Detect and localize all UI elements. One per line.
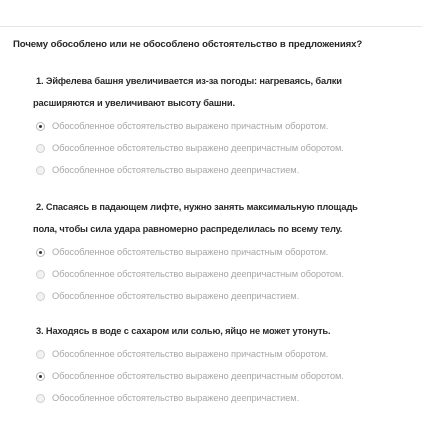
radio-button-icon[interactable] [36,270,45,279]
answer-option-label: Обособленное обстоятельство выражено причастным оборотом. [52,247,329,257]
radio-button-icon[interactable] [36,372,45,381]
question-text-line: пола, чтобы сила удара равномерно распределилась по всему телу. [33,224,343,234]
question-text-line: 3. Находясь в воде с сахаром или солью, яйцо не может утонуть. [36,326,331,336]
answer-option[interactable] [36,137,414,159]
answer-option-label: Обособленное обстоятельство выражено деепричастием. [52,165,300,175]
question-1 [33,70,414,181]
answer-option[interactable] [36,387,414,409]
answer-option-label: Обособленное обстоятельство выражено деепричастным оборотом. [52,143,344,153]
question-text [36,320,414,342]
radio-button-icon[interactable] [36,394,45,403]
answer-options [36,115,414,181]
answer-option-label: Обособленное обстоятельство выражено деепричастным оборотом. [52,269,344,279]
question-text [33,196,414,240]
answer-option-label: Обособленное обстоятельство выражено деепричастием. [52,393,300,403]
answer-options [36,241,414,307]
answer-option[interactable] [36,241,414,263]
answer-option-label: Обособленное обстоятельство выражено деепричастным оборотом. [52,371,344,381]
radio-button-icon[interactable] [36,292,45,301]
radio-button-icon[interactable] [36,122,45,131]
answer-option[interactable] [36,263,414,285]
radio-button-icon[interactable] [36,350,45,359]
answer-option-label: Обособленное обстоятельство выражено причастным оборотом. [52,349,329,359]
question-text-line: 1. Эйфелева башня увеличивается из-за погоды: нагреваясь, балки [36,76,342,86]
answer-option[interactable] [36,159,414,181]
radio-button-icon[interactable] [36,166,45,175]
answer-option-label: Обособленное обстоятельство выражено деепричастием. [52,291,300,301]
answer-options [36,343,414,409]
answer-option[interactable] [36,343,414,365]
quiz-title: Почему обособлено или не обособлено обстоятельство в предложениях? [13,39,363,50]
question-3 [36,320,414,409]
radio-button-icon[interactable] [36,144,45,153]
radio-button-icon[interactable] [36,248,45,257]
question-text [33,70,414,114]
answer-option[interactable] [36,285,414,307]
question-text-line: 2. Спасаясь в падающем лифте, нужно занять максимальную площадь [36,202,358,212]
answer-option[interactable] [36,115,414,137]
question-2 [33,196,414,307]
answer-option-label: Обособленное обстоятельство выражено причастным оборотом. [52,121,329,131]
top-divider [0,26,422,27]
answer-option[interactable] [36,365,414,387]
question-text-line: расширяются и увеличивают высоту башни. [33,98,235,108]
